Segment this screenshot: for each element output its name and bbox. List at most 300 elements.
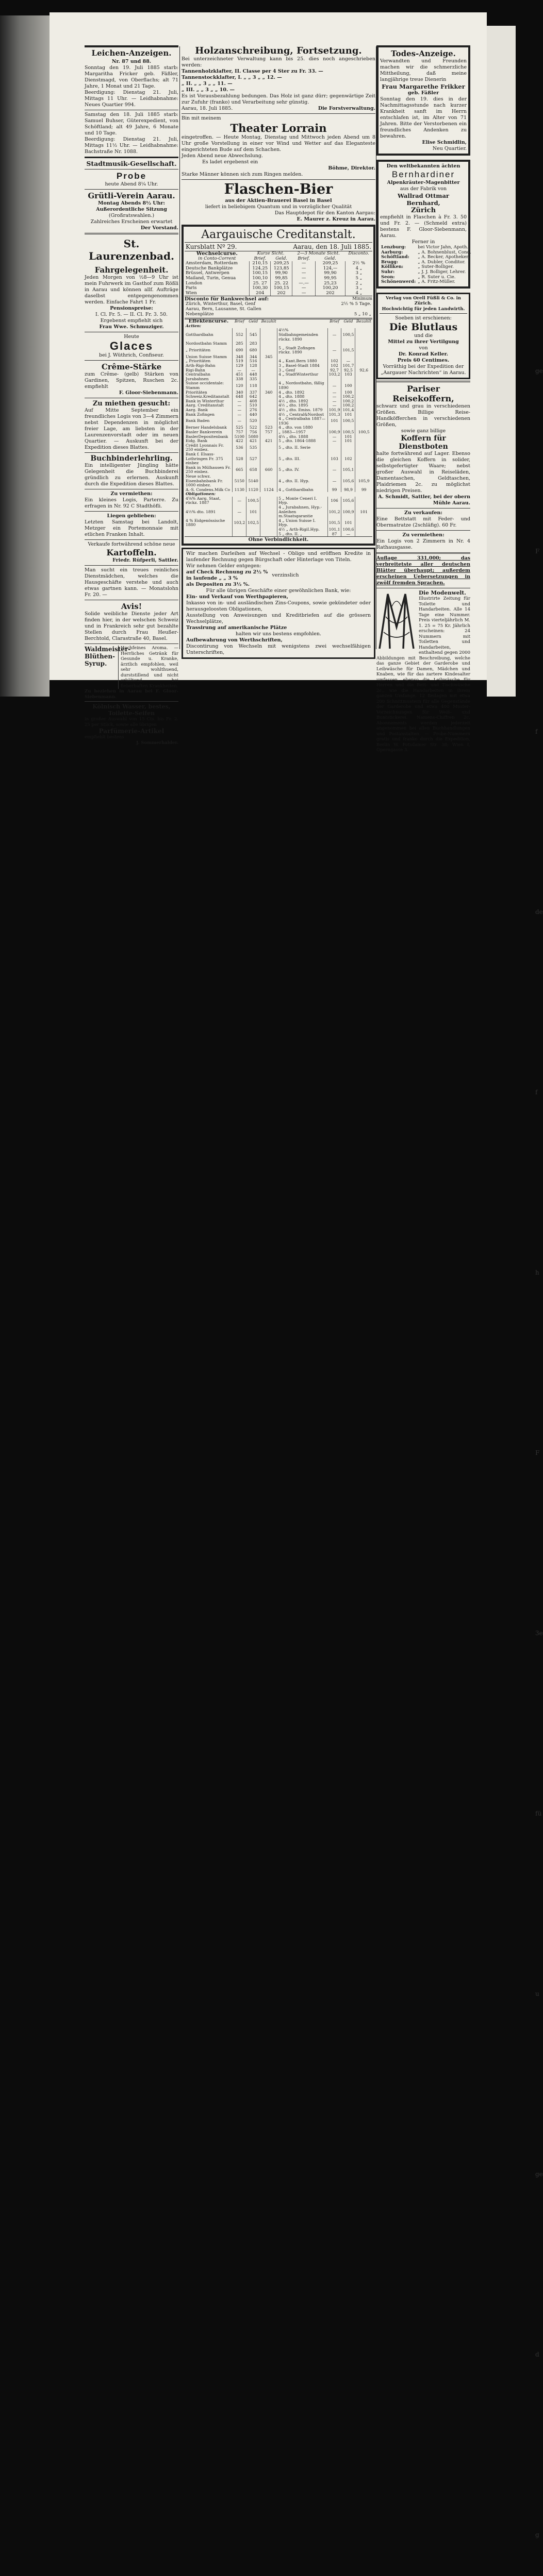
gruetli-title: Grütli-Verein Aarau. bbox=[88, 191, 175, 200]
effekt-cell: 422 bbox=[233, 439, 246, 444]
blutlaus-title: Die Blutlaus bbox=[389, 321, 458, 333]
theater-pre: Bin mit meinem bbox=[182, 115, 221, 121]
bank-line-13: Discontirung von Wechseln mit wenigstens zwei wechselfähigen Unterschriften, bbox=[186, 643, 371, 656]
effekt-cell: 4 „ Gotthardbahn bbox=[277, 488, 327, 493]
todes-text-2: Sonntag den 19. dies in der Nachmittagsstunde nach kurzer Krankheit sanft im Herrn entschlafen ist, im Alter von 71 Jahren. Bitte der Verstorbenen ein freundliches Andenken zu bewahren. bbox=[380, 96, 467, 139]
effekt-row bbox=[185, 452, 372, 466]
effekt-cell bbox=[355, 444, 372, 452]
dealer-cell: Seon: bbox=[381, 274, 395, 280]
wechsel-cell: Deutsche Bankplätze bbox=[186, 265, 233, 271]
effekt-cell: 448 bbox=[246, 372, 260, 377]
todes-geb: geb. Fäßler bbox=[407, 90, 439, 96]
effekt-cell: Neue schwz. Eisenbahnbank Fr. 1000 einbez. bbox=[186, 473, 223, 488]
effekt-row bbox=[185, 505, 372, 519]
wechsel-cell: 100,30 bbox=[250, 286, 271, 291]
pension-sign-1: Ergebenst empfiehlt sich bbox=[100, 318, 163, 324]
effekt-cell: 552 bbox=[233, 328, 246, 342]
effekt-cell: 4 „ Union Suisse I. Hyp. bbox=[277, 519, 327, 528]
effekt-cell: 4½% dto. 1891 bbox=[186, 509, 216, 514]
holz-title: Holzanschreibung, Fortsetzung. bbox=[195, 45, 362, 56]
effekt-cell: — bbox=[246, 368, 260, 373]
effekt-cell: 101,2 bbox=[327, 505, 341, 519]
bernhardiner-sub: Alpenkräuter-Magenbitter bbox=[387, 180, 460, 185]
effekt-cell: 92,5 bbox=[341, 368, 355, 373]
effekt-cell bbox=[260, 342, 277, 346]
wechsel-cell: Mailand, Turin, Genua bbox=[186, 275, 236, 281]
auflage-text: Auflage 331,000; das verbreitetste aller deutschen Blätter überhaupt; außerdem erscheinen Uebersetzungen in zwölf fremden Sprachen. bbox=[376, 555, 470, 586]
effekt-cell: — bbox=[327, 435, 341, 439]
effekt-cell: 99 bbox=[355, 488, 372, 493]
effekt-row bbox=[185, 381, 372, 390]
blutlaus-author: Dr. Konrad Keller. bbox=[398, 351, 449, 358]
dealer-cell: „ Suter-Bolliger. bbox=[418, 264, 454, 270]
dealer-cell: „ A. Becker, Apotheker. bbox=[418, 255, 470, 260]
holz-sign: Die Forstverwaltung. bbox=[318, 106, 375, 111]
effekt-head: Brief bbox=[330, 319, 340, 324]
fahrgelegenheit-text: Jeden Morgen von ½8—9 Uhr ist mein Fuhrwerk im Gasthof zum Rößli in Aarau und können allf. Aufträge daselbst entgegengenommen werden. Einfache Fahrt 1 Fr. bbox=[85, 275, 178, 305]
bier-sign: E. Maurer z. Kreuz in Aarau. bbox=[297, 216, 375, 222]
effekt-cell: 4 „ Nordostbahn, fällig 1890 bbox=[277, 381, 327, 390]
effekt-cell: — bbox=[327, 328, 341, 342]
effekt-cell: Berner Handelsbank bbox=[186, 425, 227, 430]
wechselcurse-table bbox=[185, 251, 372, 296]
effekt-cell: Jurabahnen bbox=[186, 376, 209, 381]
wechsel-cell: 25. 22 bbox=[271, 281, 292, 286]
buchbinder-title: Buchbinderlehrling. bbox=[90, 454, 173, 463]
bank-line-9: Ausstellung von Anweisungen und Kreditbriefen auf die grössern Wechselplätze, bbox=[186, 613, 371, 625]
bier-sub: aus der Aktien-Brauerei Basel in Basel bbox=[225, 198, 332, 204]
liegen-text: Letzten Samstag bei Landolt, Metzger ein Portemonnaie mit etlichen Franken Inhalt. bbox=[85, 519, 178, 537]
holz-intro: Bei unterzeichneter Verwaltung kann bis 25. dies noch angeschrieben werden: bbox=[182, 56, 375, 68]
effekt-cell: 440 bbox=[246, 413, 260, 417]
wechsel-cell: 100,10 bbox=[250, 276, 271, 281]
dealer-cell: Schöftland: bbox=[381, 255, 409, 260]
effekt-cell: 100,5 bbox=[341, 417, 355, 426]
effekt-cell: 5 „ Monte Ceneri I. Hyp. bbox=[277, 497, 327, 505]
wechsel-cell: 100,20 bbox=[316, 286, 345, 291]
effekt-cell: „ 1883—1957 bbox=[277, 430, 327, 435]
effekt-cell bbox=[355, 342, 372, 346]
effekt-cell: 4 % Eidgenössische 1880 bbox=[186, 518, 225, 528]
adjacent-page-text bbox=[487, 26, 543, 2576]
effekt-cell bbox=[260, 381, 277, 390]
theater-line-4: Starke Männer können sich zum Ringen melden. bbox=[182, 172, 303, 177]
wechsel-cell: — bbox=[292, 276, 316, 281]
effekt-cell: A.-S. Condens.Milk Co bbox=[186, 487, 231, 492]
dealer-cell: Brugg: bbox=[381, 259, 398, 265]
avis-title: Avis! bbox=[121, 602, 142, 611]
effekt-cell: 340 bbox=[260, 391, 277, 395]
effekt-cell bbox=[246, 532, 260, 537]
effektencurse-table bbox=[185, 319, 372, 536]
effekt-cell bbox=[355, 417, 372, 426]
effekt-cell: 4⅝% Aarg. Staat, rückz. 1887 bbox=[186, 496, 221, 505]
leichen-nr: Nr. 87 und 88. bbox=[111, 59, 152, 64]
todes-sign-2: Neu Quartier. bbox=[432, 146, 467, 151]
bernhardiner-ferner: Ferner in bbox=[412, 239, 435, 245]
effekt-cell bbox=[233, 528, 246, 532]
effekt-row bbox=[185, 532, 372, 537]
effekt-cell: Prioritäten bbox=[186, 389, 207, 395]
effekt-row bbox=[185, 474, 372, 488]
edge-fragment: f bbox=[535, 728, 538, 735]
effekt-cell: 545 bbox=[246, 328, 260, 342]
verkaufen-title: Zu verkaufen: bbox=[404, 510, 442, 516]
pension-text: I. Cl. Fr. 5. — II. Cl. Fr. 3. 50. bbox=[95, 312, 168, 317]
wechsel-cell: 209,25 bbox=[271, 261, 292, 266]
creme-text: zum Crême- (gelb) Stärken von Gardinen, Spitzen, Ruschen 2c. empfiehlt bbox=[85, 371, 178, 389]
effekt-cell: Aarg. Creditanstalt bbox=[186, 403, 224, 408]
vermieten-text: Ein kleines Logis, Parterre. Zu erfragen in Nr. 92 C Stadthöfli. bbox=[85, 497, 178, 509]
wechsel-cell: 99,90 bbox=[271, 271, 292, 276]
effekt-cell: 101,5 bbox=[327, 519, 341, 528]
disconto-cell: 5 „ 10 „ bbox=[354, 311, 371, 317]
blutlaus-line-4: von bbox=[419, 345, 428, 351]
parfumerie-sign-2: J. Sommerhalder. bbox=[136, 740, 178, 745]
glaces-pre: Heute bbox=[124, 334, 139, 340]
effekt-cell: 536 bbox=[233, 444, 246, 452]
effekt-cell: 100,5 bbox=[246, 497, 260, 505]
blutlaus-line-2: und die bbox=[414, 333, 433, 339]
effekt-cell: 510 bbox=[246, 403, 260, 408]
effekt-cell bbox=[260, 452, 277, 466]
gruetli-line-1: Montag Abends 8½ Uhr: Außerordentliche Sitzung bbox=[96, 200, 167, 212]
wechsel-cell: Paris bbox=[186, 285, 197, 291]
effekt-cell: 105,6 bbox=[341, 497, 355, 505]
wechsel-cell: London bbox=[186, 280, 203, 286]
effekt-cell: 100 bbox=[341, 381, 355, 390]
effekt-cell: 335 bbox=[246, 377, 260, 382]
disconto-cell: Nebenplätze bbox=[186, 311, 214, 317]
vermieten2-text: Ein Logis von 2 Zimmern in Nr. 4 Rathausgasse. bbox=[376, 538, 470, 551]
wechsel-cell: — bbox=[292, 291, 316, 296]
bier-title: Flaschen-Bier bbox=[224, 181, 333, 197]
dealer-cell: Lenzburg: bbox=[381, 245, 406, 250]
effekt-cell: — bbox=[327, 391, 341, 395]
modenwelt-title: Die Modenwelt. bbox=[419, 590, 466, 597]
effekt-cell: 106 bbox=[327, 497, 341, 505]
effekt-cell: 98,9 bbox=[341, 488, 355, 493]
bank-line-12: Aufbewahrung von Werthschriften, bbox=[186, 637, 283, 643]
effekt-cell bbox=[260, 377, 277, 382]
effekt-cell: Aarg. Bank bbox=[186, 408, 208, 412]
pariser-text: schwarz und grau in verschiedenen Größen. Billige Reise-Handköfferchen in verschiedenen Größen, bbox=[376, 403, 470, 428]
todes-sign: Elise Schmidlin, bbox=[422, 140, 467, 145]
modenwelt-logo bbox=[376, 591, 417, 652]
effekt-cell: Arth-Rigi-Bahn bbox=[186, 363, 216, 368]
effekt-row bbox=[185, 372, 372, 377]
buchbinder-text: Ein intelligenter Jüngling hätte Gelegenheit die Buchbinderei gründlich zu erlernen. Auskunft durch die Expedition dieses Blattes. bbox=[85, 463, 178, 487]
bier-depot: Das Hauptdepot für den Kanton Aargau: bbox=[274, 210, 375, 216]
blutlaus-price: Preis 60 Centimes. bbox=[397, 358, 450, 364]
blutlaus-box bbox=[376, 293, 470, 380]
kartoffeln-pre: Verkaufe fortwährend schöne neue bbox=[88, 541, 175, 547]
effekt-cell: Bank f. Elsass-Lothringen Fr. 375 einbez bbox=[186, 451, 223, 466]
effekt-cell: 101 bbox=[341, 439, 355, 444]
effekt-cell: 660 bbox=[260, 466, 277, 474]
effekt-cell: 105,1 bbox=[341, 466, 355, 474]
effekt-cell: Gotthardbahn bbox=[186, 332, 213, 337]
effekt-cell: 5140 bbox=[246, 474, 260, 488]
effekt-cell bbox=[260, 497, 277, 505]
effekt-cell: — bbox=[327, 403, 341, 408]
waldmeister-ad bbox=[85, 646, 178, 689]
mieten-title: Zu miethen gesucht: bbox=[92, 400, 171, 408]
edge-fragment: u bbox=[535, 1990, 539, 1997]
leichen-entry-2b: Beerdigung: Dienstag 21. Juli, Mittags 11½ Uhr. — Leidhabnahme: Bachstraße Nr. 1088. bbox=[85, 137, 178, 155]
wechsel-cell: — bbox=[292, 271, 316, 276]
effekt-cell: 337 bbox=[246, 391, 260, 395]
gruetli-line-3: Zahlreiches Erscheinen erwartet bbox=[90, 219, 173, 225]
wechsel-cell: Wien bbox=[186, 290, 197, 296]
effekt-cell: 101 bbox=[341, 519, 355, 528]
parfumerie-title: Parfümerie-Artikel bbox=[98, 727, 164, 735]
dealer-cell: Kölliken: bbox=[381, 264, 404, 270]
effekt-cell: Bank Zofingen bbox=[186, 412, 215, 417]
effekt-cell: 4 „ dto. von 1880 bbox=[277, 426, 327, 430]
bank-line-6: Für alle übrigen Geschäfte einer gewöhnlichen Bank, wie: bbox=[206, 588, 351, 594]
effekt-head: Brief bbox=[234, 319, 244, 324]
effekt-cell: — bbox=[233, 417, 246, 426]
effekt-cell: 528 bbox=[233, 452, 246, 466]
effekt-cell: 527 bbox=[246, 452, 260, 466]
bernhardiner-box bbox=[376, 160, 470, 289]
wechsel-cell: 4 „ bbox=[345, 266, 372, 272]
effekt-cell bbox=[355, 519, 372, 528]
effekt-head: Effektencurse. bbox=[188, 318, 229, 325]
disconto-cell: Zürich, Winterthur, Basel, Genf bbox=[186, 301, 256, 307]
effekt-cell bbox=[355, 532, 372, 537]
effekt-cell: Eidg. Bank bbox=[186, 438, 208, 444]
effekt-cell: 101 bbox=[341, 435, 355, 439]
dealer-cell: Suhr: bbox=[381, 269, 395, 275]
edge-fragment: g bbox=[535, 2531, 539, 2538]
wechsel-head: Disconto. bbox=[348, 251, 369, 256]
effekt-cell: 348 bbox=[233, 355, 246, 360]
todes-anzeige-box bbox=[376, 45, 470, 156]
effekt-cell: — bbox=[233, 403, 246, 408]
effekt-cell: — bbox=[233, 399, 246, 404]
theater-sign: Böhme, Direktor. bbox=[328, 165, 375, 171]
wechsel-cell: 25,23 bbox=[316, 281, 345, 286]
effekt-cell: 101,3 bbox=[327, 413, 341, 417]
effekt-cell: 4½ „ dto. Emiss. 1879 bbox=[277, 408, 327, 413]
column-1 bbox=[85, 45, 178, 745]
laurenzenbad-title: St. Laurenzenbad. bbox=[89, 238, 174, 262]
effekt-cell: 105,9 bbox=[355, 474, 372, 488]
liegen-title: Liegen geblieben: bbox=[107, 513, 156, 519]
edge-fragment bbox=[511, 2540, 535, 2576]
bernhardiner-text: empfiehlt in Flaschen à Fr. 3. 50 und Fr. 2. — (Schmeld extra) bestens F. Gloor-Siebenmann, Aarau. bbox=[380, 214, 467, 239]
dealer-cell: „ J. J. Bolliger, Lehrer. bbox=[418, 269, 466, 275]
modenwelt-ad bbox=[376, 590, 470, 753]
effekt-cell bbox=[355, 346, 372, 355]
edge-fragment: ge bbox=[535, 2171, 543, 2178]
effekt-cell: 5 „ dto. 1864-1888 bbox=[277, 439, 327, 444]
effekt-cell bbox=[355, 328, 372, 342]
leichen-entry-1b: Beerdigung: Dienstag 21. Juli, Mittags 11 Uhr. — Leidhabnahme: Neues Quartier 994. bbox=[85, 90, 178, 108]
wechsel-cell: — bbox=[292, 261, 316, 266]
effekt-cell: 757 bbox=[233, 430, 246, 435]
effekt-cell bbox=[327, 377, 341, 382]
effekt-cell bbox=[260, 417, 277, 426]
effekt-cell: Suisse occidentale: Stamm bbox=[186, 381, 224, 391]
theater-line-2: Jeden Abend neue Abwechslung. bbox=[182, 153, 263, 159]
effekt-cell: — bbox=[233, 413, 246, 417]
disconto-row bbox=[185, 312, 372, 317]
effekt-cell bbox=[185, 532, 233, 537]
effekt-cell: 340 bbox=[233, 391, 246, 395]
bank-line-4: in laufende „ „ 3 % bbox=[186, 575, 238, 582]
effekt-cell bbox=[355, 413, 372, 417]
dealer-row bbox=[380, 280, 472, 285]
effekt-cell bbox=[355, 381, 372, 390]
effekt-cell: „ Prioritäten bbox=[186, 359, 211, 364]
wechsel-cell: 209,25 bbox=[316, 261, 345, 266]
effekt-cell: Bank Baden bbox=[186, 418, 210, 423]
effekt-cell: 101,7 bbox=[341, 364, 355, 368]
wechsel-cell: 202 bbox=[316, 291, 345, 296]
wechsel-cell: 99,95 bbox=[316, 276, 345, 281]
effekt-cell bbox=[233, 532, 246, 537]
pension-title: Pensionspreise: bbox=[110, 306, 153, 311]
bernhardiner-fabrik: aus der Fabrik von bbox=[400, 186, 447, 192]
effekt-cell bbox=[260, 364, 277, 368]
bank-line-4b: verzinslich bbox=[272, 572, 299, 579]
wechsel-head: 2—3 Monate Sicht. bbox=[297, 251, 340, 256]
effekt-cell: 4 „ Centralbahn 1887—1936 bbox=[277, 417, 327, 426]
holz-price-row: Tannenstockklafter, I. „ „ 3 „ „ 12. — bbox=[182, 75, 282, 80]
avis-text: Solide weibliche Dienste jeder Art finden hier, in der welschen Schweiz und in Frankreich sehr gut bezahlte Stellen durch Frau Heußer-Berchtold, Clarastraße 40, Basel. bbox=[85, 611, 178, 641]
effekt-cell bbox=[260, 372, 277, 377]
vermieten2-title: Zu vermiethen: bbox=[402, 532, 445, 538]
dealer-cell: „ A. Fritz-Müller. bbox=[418, 279, 455, 285]
wechsel-cell: 100,15 bbox=[250, 271, 271, 276]
disconto-cell: 2½ % 5 Tage. bbox=[341, 301, 371, 307]
effekt-cell: Union Suisse Stamm bbox=[186, 354, 227, 359]
dealer-cell: Schönenwerd: bbox=[381, 279, 416, 285]
effekt-cell: 129 bbox=[233, 364, 246, 368]
todes-text: Verwandten und Freunden machen wir die schmerzliche Mittheilung, daß meine langjährige treue Dienerin bbox=[380, 58, 467, 82]
effekt-cell: 101,4 bbox=[341, 408, 355, 413]
effekt-cell bbox=[260, 368, 277, 373]
effekt-cell: 4¼ „ dto. 1888 bbox=[277, 435, 327, 439]
effekt-cell: — bbox=[327, 399, 341, 404]
wechsel-subhead: Brief. bbox=[254, 256, 267, 261]
wechsel-cell: 3 „ bbox=[345, 286, 372, 291]
effekt-cell: 103 bbox=[341, 372, 355, 377]
effekt-cell: 4½ „ Arth-RigiI.Hyp. bbox=[277, 528, 327, 532]
gruetli-sign: Der Vorstand. bbox=[140, 225, 178, 231]
effekt-cell bbox=[260, 399, 277, 404]
edge-fragment: F bbox=[535, 548, 540, 555]
wechsel-cell: 3 „ bbox=[345, 271, 372, 276]
effekt-cell: — bbox=[327, 439, 341, 444]
waldmeister-text: Hochfeines Aroma. — Herrliches Getränk für Gesunde u. Kranke, ärztlich empfohlen, weil sehr wohlthuend, durststillend und nicht erkältend bei fieberhaften Krankheiten. bbox=[121, 646, 178, 689]
effekt-cell bbox=[355, 355, 372, 360]
bank-line-1: Wir machen Darleihen auf Wechsel - Obligo und eröffnen Kredite in laufender Rechnung gegen Bürgschaft oder Hinterlage von Titeln. bbox=[186, 551, 371, 563]
effekt-cell: 103,2 bbox=[233, 519, 246, 528]
effekt-cell bbox=[260, 408, 277, 413]
wechsel-subhead: Geld. bbox=[275, 256, 287, 261]
waldmeister-sign: Zu beziehen in Aarau bei F. Gloor-Siebenmann. bbox=[85, 689, 178, 700]
leichen-entry-1: Sonntag den 19. Juli 1885 starb: Margaritha Fricker geb. Fäßler, Dienstmagd, von Oberflachs; alt 71 Jahre, 1 Monat und 21 Tage. bbox=[85, 65, 178, 89]
effekt-cell: 1120 bbox=[246, 488, 260, 493]
effekt-cell bbox=[355, 359, 372, 364]
bernhardiner-city: Zürich bbox=[410, 207, 436, 214]
bank-line-10: Trassirung auf amerikanische Plätze bbox=[186, 625, 287, 631]
verkaufen-text: Eine Bettstatt mit Feder- und Obermatratze (2schläfig). 60 Fr. bbox=[376, 516, 470, 529]
effekt-cell: 4 „ Jurabahnen, Hyp.-Anleihen m.Staatsgarantie bbox=[277, 505, 327, 519]
effekt-cell: 100,9 bbox=[327, 430, 341, 435]
effekt-cell bbox=[355, 497, 372, 505]
effekt-cell: 408 bbox=[246, 399, 260, 404]
effekt-cell bbox=[260, 444, 277, 452]
edge-fragment: d bbox=[535, 2351, 539, 2358]
effekt-cell bbox=[341, 377, 355, 382]
dealer-cell: „ A. Dubler, Conditor. bbox=[418, 259, 466, 265]
edge-fragment: 3e bbox=[535, 1630, 543, 1637]
todes-name: Frau Margarethe Frikker bbox=[382, 83, 465, 90]
waldmeister-title: Waldmeister-Blüthen-Syrup. bbox=[85, 646, 119, 689]
effekt-cell: 756 bbox=[246, 430, 260, 435]
wechsel-cell: 5 „ bbox=[345, 276, 372, 281]
verlag-line-3: Soeben ist erschienen: bbox=[395, 315, 452, 321]
effekt-cell: 522 bbox=[246, 426, 260, 430]
effekt-cell: 100,2 bbox=[341, 403, 355, 408]
effekt-cell: 520 bbox=[246, 417, 260, 426]
effekt-cell: 5100 bbox=[233, 435, 246, 439]
effekt-cell: 100 bbox=[341, 391, 355, 395]
wechsel-cell: 99,85 bbox=[271, 276, 292, 281]
effekt-cell: 3 „ Genf bbox=[277, 368, 327, 373]
effekt-cell: 100,5 bbox=[355, 430, 372, 435]
effekt-cell bbox=[355, 395, 372, 399]
effekt-cell bbox=[260, 505, 277, 519]
disconto-cell: Aarau, Bern, Lausanne, St. Gallen bbox=[186, 306, 261, 312]
wechsel-head: Kurze Sicht. bbox=[257, 251, 285, 256]
effekt-cell: — bbox=[327, 466, 341, 474]
koffern-sign: A. Schmidt, Sattler, bei der obern Mühle Aarau. bbox=[378, 494, 470, 506]
probe-sub: heute Abend 8¼ Uhr. bbox=[105, 181, 158, 187]
effekt-cell bbox=[185, 528, 233, 532]
bernhardiner-title: Bernhardiner bbox=[391, 170, 455, 179]
wechsel-cell: 2 „ bbox=[345, 281, 372, 286]
effekt-cell: 101,9 bbox=[327, 408, 341, 413]
effekt-cell: Centralbahn bbox=[186, 372, 211, 377]
effekt-cell: 285 bbox=[233, 342, 246, 346]
effekt-cell: 101 bbox=[246, 505, 260, 519]
dienst-text: Man sucht ein treues reinliches Dienstmädchen, welches die Hausgeschäfte verstehe und auch etwas gartnen kann. — Monatslohn Fr. 20. — bbox=[85, 567, 178, 598]
effekt-cell: 4½% Südbahngemeinden rückz. 1890 bbox=[277, 328, 327, 342]
effekt-cell: 665 bbox=[233, 466, 246, 474]
effekt-cell: 648 bbox=[233, 395, 246, 399]
effekt-cell bbox=[341, 444, 355, 452]
effekt-cell: 344 bbox=[246, 355, 260, 360]
wechsel-cell: — bbox=[292, 286, 316, 291]
parfumerie-sign-1: empfiehlt bestens bbox=[85, 735, 124, 740]
todes-title: Todes-Anzeige. bbox=[391, 49, 456, 58]
effekt-cell: 128 bbox=[246, 364, 260, 368]
wechsel-cell: 204 bbox=[250, 291, 271, 296]
effekt-cell: 87 bbox=[327, 532, 341, 537]
book-binding-edge bbox=[0, 15, 50, 697]
holz-price-row: „ II. „ „ 3 „ „ 11. — bbox=[182, 81, 233, 87]
verlag-line-1: Verlag von Orell Füßli & Co. in Zürich. bbox=[386, 295, 461, 307]
effekt-cell: Bank in Mülhausen Fr. 250 einbez. bbox=[186, 465, 231, 474]
effekt-cell: Crédit Lyonnais Fr. 250 einbez. bbox=[186, 443, 224, 452]
effekt-cell: 345 bbox=[260, 355, 277, 360]
